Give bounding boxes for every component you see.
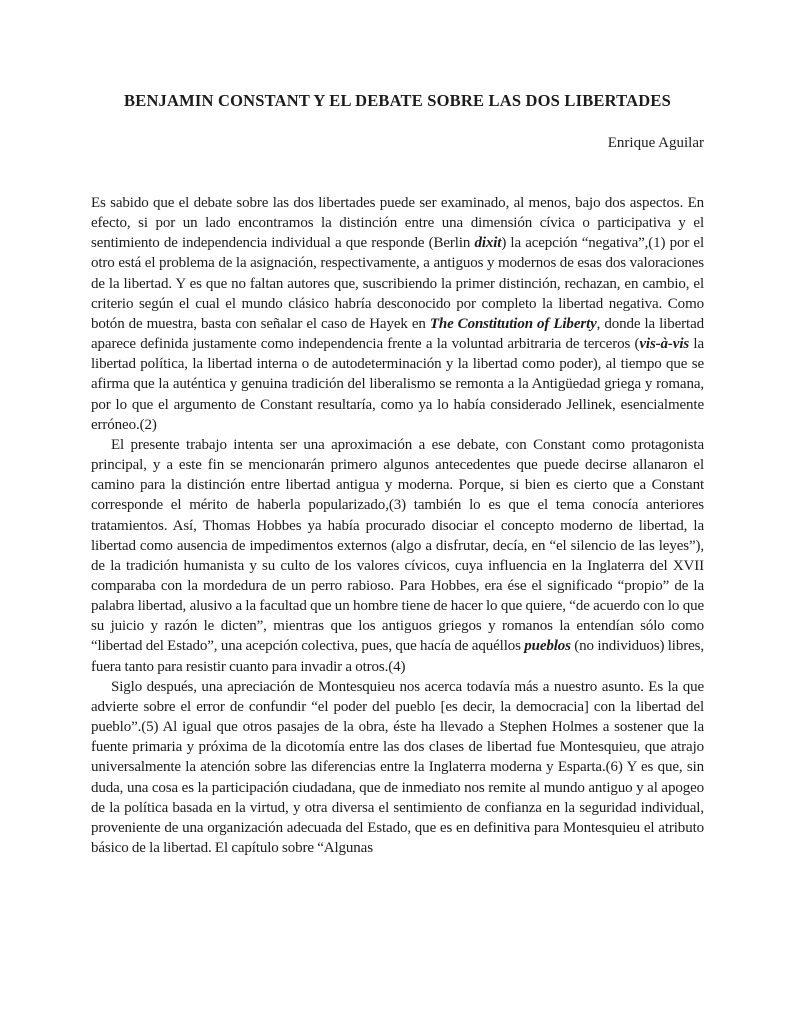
body-text: El presente trabajo intenta ser una aproximación a ese debate, con Constant como protagonista principal, y a este fin se mencionarán primero algunos antecedentes que puede decirse allanaron el camino para la distinción entre libertad antigua y moderna. Porque, si bien es cierto que a Constant corresponde el mérito de haberla popularizado,(3) también lo es que el tema conocía anteriores tratamientos. Así, Thomas Hobbes ya había procurado disociar el concepto moderno de libertad, la libertad como ausencia de impedimentos externos (algo a disfrutar, decía, en “el silencio de las leyes”), de la tradición humanista y su culto de los valores cívicos, cuya influencia en la Inglaterra del XVII comparaba con la mordedura de un perro rabioso. Para Hobbes, era ése el significado “propio” de la palabra libertad, alusivo a la facultad que un hombre tiene de hacer lo que quiere, “de acuerdo con lo que su juicio y razón le dicten”, mientras que los antiguos griegos y romanos la entendían sólo como “libertad del Estado”, una acepción colectiva, pues, que hacía de aquéllos [91,436,704,655]
body-text: , donde la libertad aparece definida justamente como independencia frente a la voluntad arbitraria de terceros ( [91,315,704,353]
emphasized-text: vis-à-vis [639,336,690,353]
page-content [91,0,704,858]
document-body [91,193,704,858]
body-text: ) la acepción “negativa”,(1) por el otro está el problema de la asignación, respectivamente, a antiguos y modernos de esas dos valoraciones de la libertad. Y es que no faltan autores que, suscribiendo la primer distinción, rechazan, en cambio, el criterio según el cual el mundo clásico habría desconocido por completo la libertad negativa. Como botón de muestra, basta con señalar el caso de Hayek en [91,235,704,332]
paragraph [91,677,704,858]
paragraph [91,435,704,677]
author-byline: Enrique Aguilar [607,135,704,151]
body-text: Siglo después, una apreciación de Montesquieu nos acerca todavía más a nuestro asunto. Es la que advierte sobre el error de confundir “el poder del pueblo [es decir, la democracia] con la libertad del pueblo”.(5) Al igual que otros pasajes de la obra, éste ha llevado a Stephen Holmes a sostener que la fuente primaria y próxima de la dicotomía entre las dos clases de libertad fue Montesquieu, que atrajo universalmente la atención sobre las diferencias entre la Inglaterra moderna y Esparta.(6) Y es que, sin duda, una cosa es la participación ciudadana, que de inmediato nos remite al mundo antiguo y al apogeo de la política basada en la virtud, y otra diversa el sentimiento de confianza en la seguridad individual, proveniente de una organización adecuada del Estado, que es en definitiva para Montesquieu el atributo básico de la libertad. El capítulo sobre “Algunas [91,678,704,856]
page-title: BENJAMIN CONSTANT Y EL DEBATE SOBRE LAS DOS LIBERTADES [124,91,671,110]
emphasized-text: The Constitution of Liberty [429,315,597,332]
body-text: Es sabido que el debate sobre las dos libertades puede ser examinado, al menos, bajo dos aspectos. En efecto, si por un lado encontramos la distinción entre una dimensión cívica o participativa y el sentimiento de independencia individual a que responde (Berlin [91,195,704,252]
body-text: la libertad política, la libertad interna o de autodeterminación y la libertad como poder), al tiempo que se afirma que la auténtica y genuina tradición del liberalismo se remonta a la Antigüedad griega y romana, por lo que el argumento de Constant resultaría, como ya lo había considerado Jellinek, esencialmente erróneo.(2) [91,336,705,433]
paragraph [91,193,704,435]
emphasized-text: pueblos [524,638,571,655]
body-text: (no individuos) libres, fuera tanto para resistir cuanto para invadir a otros.(4) [91,638,704,675]
emphasized-text: dixit [474,235,502,252]
